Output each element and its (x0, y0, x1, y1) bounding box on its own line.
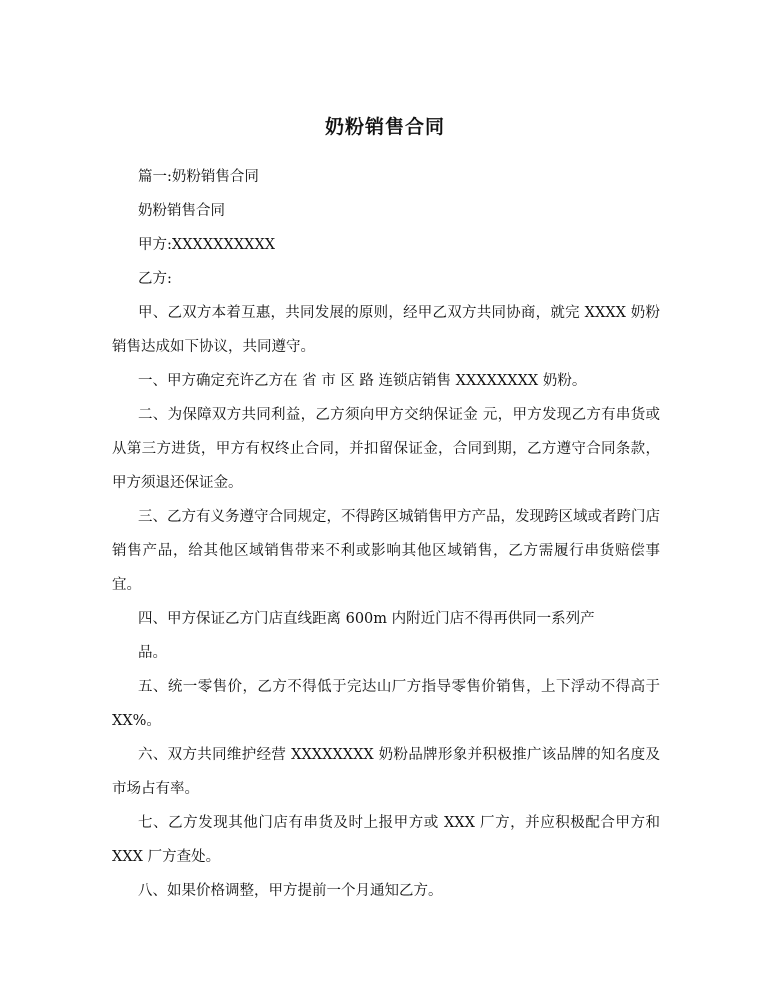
paragraph-contract-name: 奶粉销售合同 (138, 203, 225, 219)
clause-6: 六、双方共同维护经营 XXXXXXXX 奶粉品牌形象并积极推广该品牌的知名度及市场占有率。 (112, 747, 660, 797)
document-title: 奶粉销售合同 (324, 116, 445, 138)
paragraph-preamble: 甲、乙双方本着互惠，共同发展的原则，经甲乙双方共同协商，就完 XXXX 奶粉销售达成如下协议，共同遵守。 (112, 305, 660, 355)
clause-8: 八、如果价格调整，甲方提前一个月通知乙方。 (138, 883, 443, 899)
clause-4: 四、甲方保证乙方门店直线距离 600m 内附近门店不得再供同一系列产 (138, 611, 595, 627)
clause-5: 五、统一零售价，乙方不得低于完达山厂方指导零售价销售，上下浮动不得高于 XX%。 (112, 679, 660, 729)
clause-2: 二、为保障双方共同利益，乙方须向甲方交纳保证金 元，甲方发现乙方有串货或从第三方进货，甲方有权终止合同，并扣留保证金，合同到期，乙方遵守合同条款，甲方须退还保证金。 (112, 407, 660, 491)
clause-3: 三、乙方有义务遵守合同规定，不得跨区城销售甲方产品，发现跨区域或者跨门店销售产品，给其他区域销售带来不利或影响其他区域销售，乙方需履行串货赔偿事宜。 (112, 509, 660, 593)
document-body (112, 160, 660, 908)
paragraph-heading-part1: 篇一:奶粉销售合同 (138, 169, 259, 185)
paragraph-party-b: 乙方: (138, 271, 172, 287)
clause-7: 七、乙方发现其他门店有串货及时上报甲方或 XXX 厂方，并应积极配合甲方和 XXX 厂方查处。 (112, 815, 660, 865)
clause-1: 一、甲方确定充许乙方在 省 市 区 路 连锁店销售 XXXXXXXX 奶粉。 (138, 373, 587, 389)
paragraph-party-a: 甲方:XXXXXXXXXX (138, 237, 276, 253)
clause-4-continuation: 品。 (138, 645, 167, 661)
